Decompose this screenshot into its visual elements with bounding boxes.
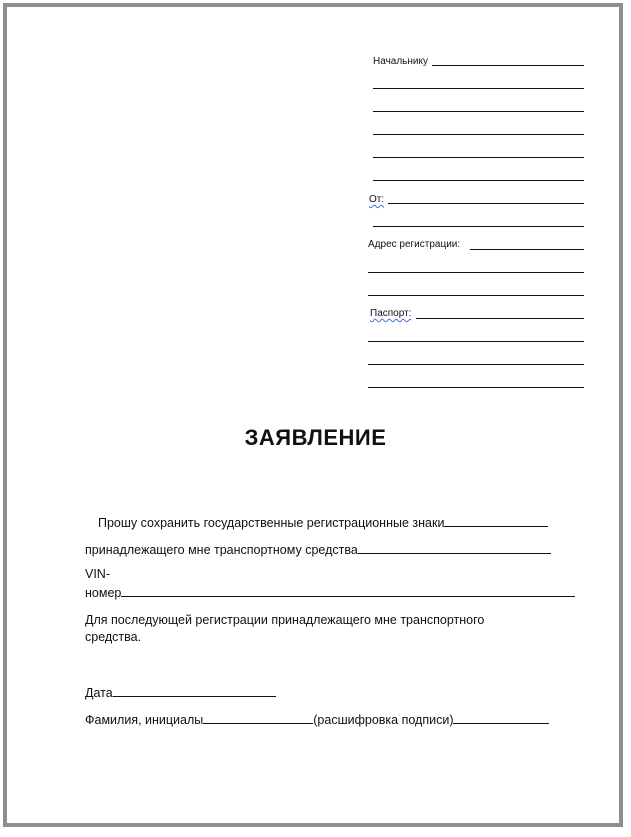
signature-label: (расшифровка подписи) [313, 713, 454, 727]
vehicle-fill-line [358, 541, 551, 554]
passport-line [416, 318, 584, 319]
address-label-text: Адрес регистрации: [368, 239, 461, 250]
chief-line-5 [373, 157, 584, 158]
address-line-2 [368, 272, 584, 273]
document-page [3, 3, 623, 827]
chief-line-6 [373, 180, 584, 181]
passport-line-4 [368, 387, 584, 388]
from-label: От: [369, 194, 385, 205]
chief-line-2 [373, 88, 584, 89]
vin-label-2: номер [85, 586, 122, 600]
name-label: Фамилия, инициалы [85, 713, 204, 727]
vin-label-1: VIN- [85, 567, 110, 581]
vin-line [85, 584, 575, 601]
purpose-line-1: Для последующей регистрации принадлежащего мне транспортного [85, 613, 485, 627]
document-title: ЗАЯВЛЕНИЕ [244, 425, 387, 450]
date-label: Дата [85, 686, 113, 700]
chief-line-4 [373, 134, 584, 135]
vin-fill-line [121, 584, 575, 597]
purpose-line-2: средства. [85, 630, 142, 644]
date-fill-line [113, 684, 276, 697]
address-line-3 [368, 295, 584, 296]
passport-line-3 [368, 364, 584, 365]
signature-fill-line [453, 711, 549, 724]
request-text-2: принадлежащего мне транспортному средства [85, 543, 358, 557]
request-text-1: Прошу сохранить государственные регистрационные знаки [98, 516, 445, 530]
chief-line [432, 65, 584, 66]
plates-fill-line [444, 514, 548, 527]
name-fill-line [203, 711, 313, 724]
request-line-1 [98, 514, 548, 531]
request-line-2 [85, 541, 551, 558]
address-label [368, 239, 461, 251]
from-line [388, 203, 584, 204]
signature-line [85, 711, 549, 728]
passport-label: Паспорт: [370, 308, 412, 319]
chief-label: Начальнику [373, 56, 428, 67]
from-line-2 [373, 226, 584, 227]
date-line [85, 684, 276, 701]
address-line [470, 249, 584, 250]
passport-line-2 [368, 341, 584, 342]
chief-line-3 [373, 111, 584, 112]
